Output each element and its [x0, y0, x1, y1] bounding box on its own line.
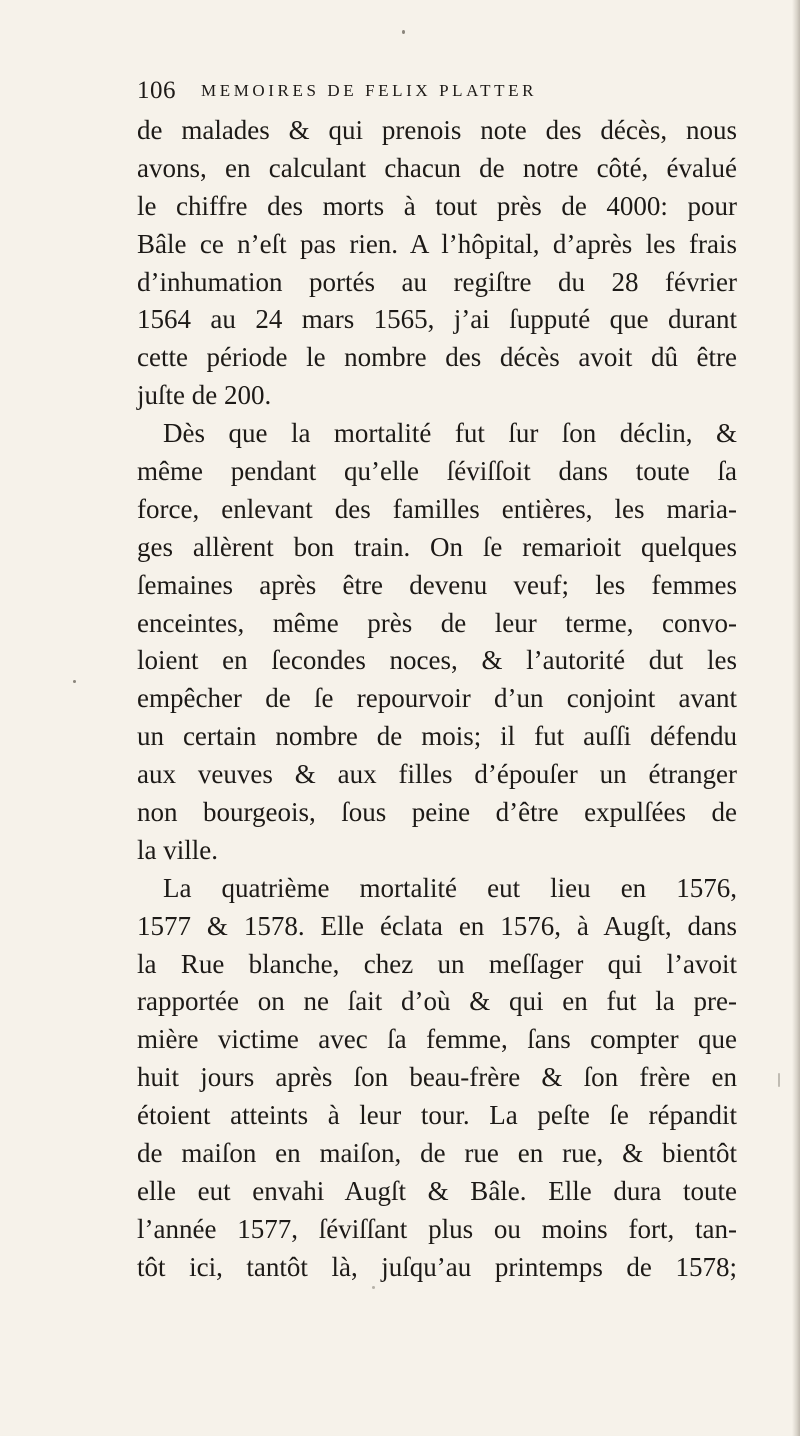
text-line: de maiſon en maiſon, de rue en rue, & bientôt [137, 1138, 737, 1169]
paragraph-end-line: la ville. [137, 834, 218, 865]
text-line: aux veuves & aux filles d’épouſer un étranger [137, 759, 737, 790]
running-head: MEMOIRES DE FELIX PLATTER [201, 81, 538, 100]
text-line: empêcher de ſe repourvoir d’un conjoint avant [137, 683, 737, 714]
ink-speck [778, 1073, 780, 1087]
text-line: Bâle ce n’eſt pas rien. A l’hôpital, d’après les frais [137, 228, 737, 259]
text-line: tôt ici, tantôt là, juſqu’au printemps de 1578; [137, 1251, 737, 1282]
text-line: d’inhumation portés au regiſtre du 28 février [137, 266, 737, 297]
text-line: la Rue blanche, chez un meſſager qui l’avoit [137, 948, 737, 979]
text-line: 1564 au 24 mars 1565, j’ai ſupputé que durant [137, 304, 737, 335]
text-line: de malades & qui prenois note des décès, nous [137, 115, 737, 145]
text-line: ſemaines après être devenu veuf; les femmes [137, 569, 737, 600]
paragraph-end-line: juſte de 200. [137, 380, 272, 411]
text-line: un certain nombre de mois; il fut auſſi défendu [137, 721, 737, 752]
text-line: loient en ſecondes noces, & l’autorité dut les [137, 645, 737, 676]
text-line: non bourgeois, ſous peine d’être expulſées de [137, 797, 737, 828]
text-line: étoient atteints à leur tour. La peſte ſe répandit [137, 1100, 737, 1131]
text-line: force, enlevant des familles entières, les maria- [137, 493, 737, 524]
text-line: ges allèrent bon train. On ſe remarioit quelques [137, 531, 737, 562]
text-line: même pendant qu’elle ſéviſſoit dans toute ſa [137, 456, 737, 487]
text-line: rapportée on ne ſait d’où & qui en fut la pre- [137, 986, 737, 1017]
text-line: elle eut envahi Augſt & Bâle. Elle dura toute [137, 1175, 737, 1206]
paragraph-start-line: La quatrième mortalité eut lieu en 1576, [163, 872, 737, 903]
text-line: enceintes, même près de leur terme, convo- [137, 607, 737, 638]
ink-speck [372, 1286, 375, 1289]
paragraph-start-line: Dès que la mortalité fut ſur ſon déclin, & [163, 418, 737, 449]
text-line: 1577 & 1578. Elle éclata en 1576, à Augſt, dans [137, 910, 737, 941]
page-number: 106 [137, 77, 176, 104]
text-line: l’année 1577, ſéviſſant plus ou moins fort, tan- [137, 1213, 737, 1244]
page-header [137, 78, 737, 104]
page-edge-shadow [792, 0, 800, 1436]
text-line: huit jours après ſon beau-frère & ſon frère en [137, 1062, 737, 1093]
ink-speck [402, 30, 405, 34]
body-text [137, 112, 737, 1287]
text-line: mière victime avec ſa femme, ſans compter que [137, 1024, 737, 1055]
text-line: le chiffre des morts à tout près de 4000: pour [137, 190, 737, 221]
text-line: cette période le nombre des décès avoit dû être [137, 342, 737, 373]
text-line: avons, en calculant chacun de notre côté, évalué [137, 152, 737, 183]
ink-speck [73, 680, 76, 683]
